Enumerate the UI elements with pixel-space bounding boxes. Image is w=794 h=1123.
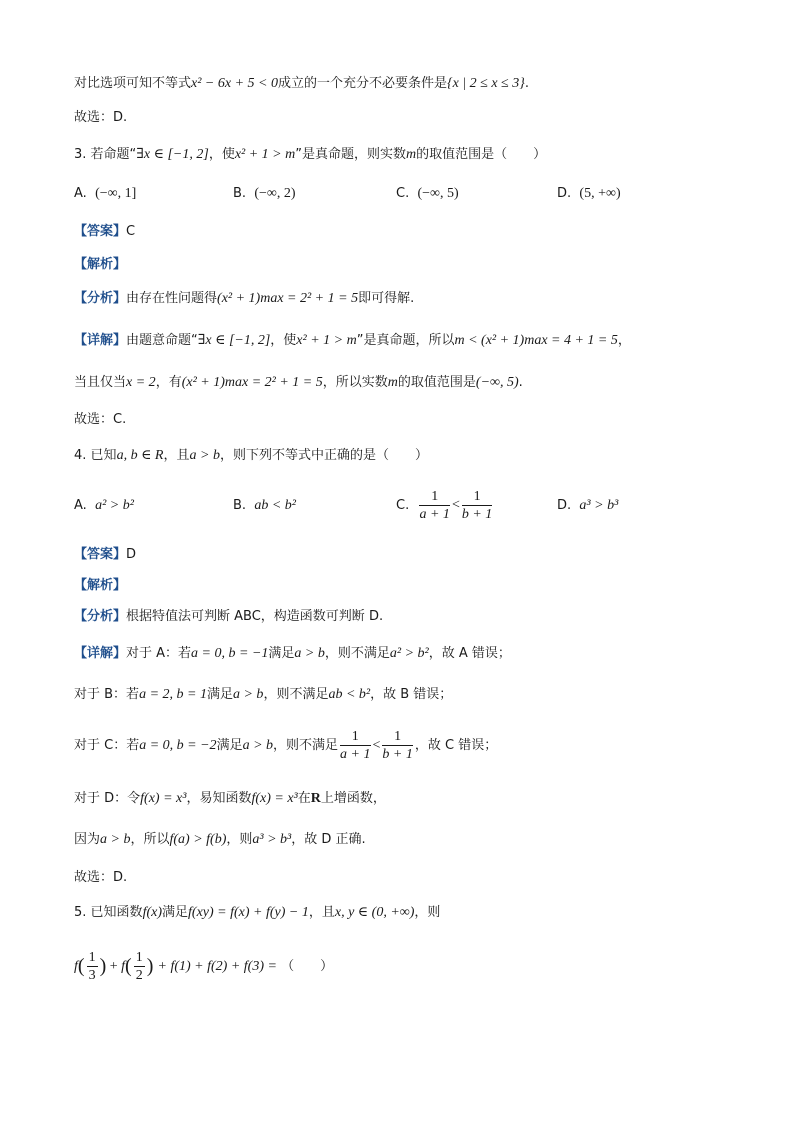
- answer-value: D: [126, 547, 137, 562]
- math-interval: (−∞, 5): [475, 375, 519, 390]
- analysis-tag: 【解析】: [74, 578, 127, 593]
- option-a: A. (−∞, 1]: [74, 186, 137, 201]
- math-set: {x | 2 ≤ x ≤ 3}: [447, 76, 525, 91]
- fraction: $\frac{1}{2}$: [135, 950, 143, 983]
- math-exists: ∃x ∈ [−1, 2]: [136, 147, 209, 162]
- option-c: C. (−∞, 5): [396, 186, 459, 201]
- text: ，所以实数: [322, 375, 388, 390]
- math-var: m: [406, 147, 417, 162]
- xiangjie-a: 【详解】对于 A：若a = 0, b = −1满足a > b，则不满足a² > b²，故 A 错误；: [74, 646, 511, 661]
- answer-line: [74, 222, 135, 242]
- math-inequality: a > b: [189, 448, 220, 463]
- text: 的取值范围是: [397, 375, 476, 390]
- answer-value: C: [126, 224, 136, 239]
- math-eq: x = 2: [126, 375, 156, 390]
- answer-tag: 【答案】: [74, 547, 127, 562]
- option-a: A. a² > b²: [74, 498, 134, 513]
- text: ，使: [208, 147, 235, 162]
- text: 由存在性问题得: [126, 291, 218, 306]
- question-4-stem: [74, 446, 428, 466]
- text: 即可得解.: [358, 291, 415, 306]
- question-5-expression: f( $\frac{1}{3}$ ) + f( $\frac{1}{2}$ ) + f(1) + f(2) + f(3) = （ ）: [74, 950, 334, 983]
- text: 当且仅当: [74, 375, 127, 390]
- text: ，则下列不等式中正确的是（ ）: [219, 448, 428, 463]
- fraction: $\frac{1}{b + 1}$: [461, 489, 493, 522]
- math-expression: (x² + 1)max = 2² + 1 = 5: [181, 375, 323, 390]
- math-var: m: [387, 375, 398, 390]
- option-value: a² > b²: [95, 498, 134, 513]
- xiangjie-tag: 【详解】: [74, 333, 127, 348]
- option-value: ab < b²: [254, 498, 296, 513]
- text: 的取值范围是（ ）: [416, 147, 547, 162]
- text: .: [524, 76, 529, 91]
- text: ”是真命题，则实数: [295, 147, 406, 162]
- fraction: $\frac{1}{a + 1}$: [419, 489, 450, 522]
- fenxi-line: [74, 607, 383, 627]
- question-3-stem: [74, 145, 546, 165]
- answer-tag: 【答案】: [74, 224, 127, 239]
- option-value: (−∞, 2): [254, 186, 296, 201]
- math-inequality: x² + 1 > m: [234, 147, 296, 162]
- option-c: C. $\frac{1}{a + 1}$ < $\frac{1}{b + 1}$: [396, 489, 493, 522]
- text: ，使: [270, 333, 297, 348]
- text: ，且: [163, 448, 190, 463]
- xiangjie-line: [74, 331, 631, 351]
- choose-line: 故选：D.: [74, 110, 128, 125]
- option-b: B. (−∞, 2): [233, 186, 296, 201]
- option-value: (5, +∞): [579, 186, 621, 201]
- fraction: $\frac{1}{b + 1}$: [382, 729, 413, 762]
- math-inequality: x² + 1 > m: [296, 333, 357, 348]
- text: .: [518, 375, 523, 390]
- math-expression: + f(1) + f(2) + f(3) =: [157, 959, 277, 974]
- fenxi-line: [74, 289, 414, 309]
- xiangjie-b: 对于 B：若a = 2, b = 1满足a > b，则不满足ab < b²，故 B 错误；: [74, 687, 453, 702]
- text: 已知: [90, 448, 117, 463]
- text-line-1: [74, 74, 529, 94]
- analysis-tag: 【解析】: [74, 257, 127, 272]
- math-exists: ∃x ∈ [−1, 2]: [197, 333, 271, 348]
- option-d: D. a³ > b³: [557, 498, 619, 513]
- choose-line: 故选：C.: [74, 412, 127, 427]
- option-value: (−∞, 5): [417, 186, 459, 201]
- option-value: (−∞, 1]: [95, 186, 137, 201]
- xiangjie-tag: 【详解】: [74, 646, 127, 661]
- answer-line: [74, 545, 136, 565]
- math-expression: (x² + 1)max = 2² + 1 = 5: [217, 291, 359, 306]
- option-d: D. (5, +∞): [557, 186, 621, 201]
- choose-line: 故选：D.: [74, 870, 128, 885]
- text: 根据特值法可判断 ABC，构造函数可判断 D.: [126, 609, 384, 624]
- fenxi-tag: 【分析】: [74, 609, 127, 624]
- question-number: 4.: [74, 448, 87, 463]
- fraction: $\frac{1}{a + 1}$: [340, 729, 371, 762]
- text: ，: [617, 333, 631, 348]
- xiangjie-c: 对于 C：若a = 0, b = −2满足a > b，则不满足 $\frac{1}{a + 1}$ < $\frac{1}{b + 1}$ ，故 C 错误；: [74, 729, 498, 762]
- xiangjie-d: 对于 D：令f(x) = x³，易知函数f(x) = x³在R上增函数，: [74, 791, 386, 806]
- xiangjie-line-2: [74, 373, 523, 393]
- question-5-stem: 5. 已知函数f(x)满足f(xy) = f(x) + f(y) − 1，且x, y ∈ (0, +∞)，则: [74, 905, 441, 920]
- math-inequality: x² − 6x + 5 < 0: [191, 76, 278, 91]
- fenxi-tag: 【分析】: [74, 291, 127, 306]
- text: ，有: [155, 375, 182, 390]
- option-value: a³ > b³: [579, 498, 619, 513]
- text: ”是真命题，所以: [356, 333, 455, 348]
- text: 对比选项可知不等式: [74, 76, 192, 91]
- text: 若命题“: [90, 147, 137, 162]
- math-expression: m < (x² + 1)max = 4 + 1 = 5: [454, 333, 618, 348]
- option-b: B. ab < b²: [233, 498, 296, 513]
- text: 成立的一个充分不必要条件是: [277, 76, 447, 91]
- question-number: 3.: [74, 147, 87, 162]
- math-membership: a, b ∈ R: [116, 448, 164, 463]
- question-number: 5.: [74, 905, 87, 920]
- text: 由题意命题“: [126, 333, 198, 348]
- answer-blank: （ ）: [281, 959, 334, 974]
- fraction: $\frac{1}{3}$: [88, 950, 96, 983]
- xiangjie-e: 因为a > b，所以f(a) > f(b)，则a³ > b³，故 D 正确.: [74, 832, 366, 847]
